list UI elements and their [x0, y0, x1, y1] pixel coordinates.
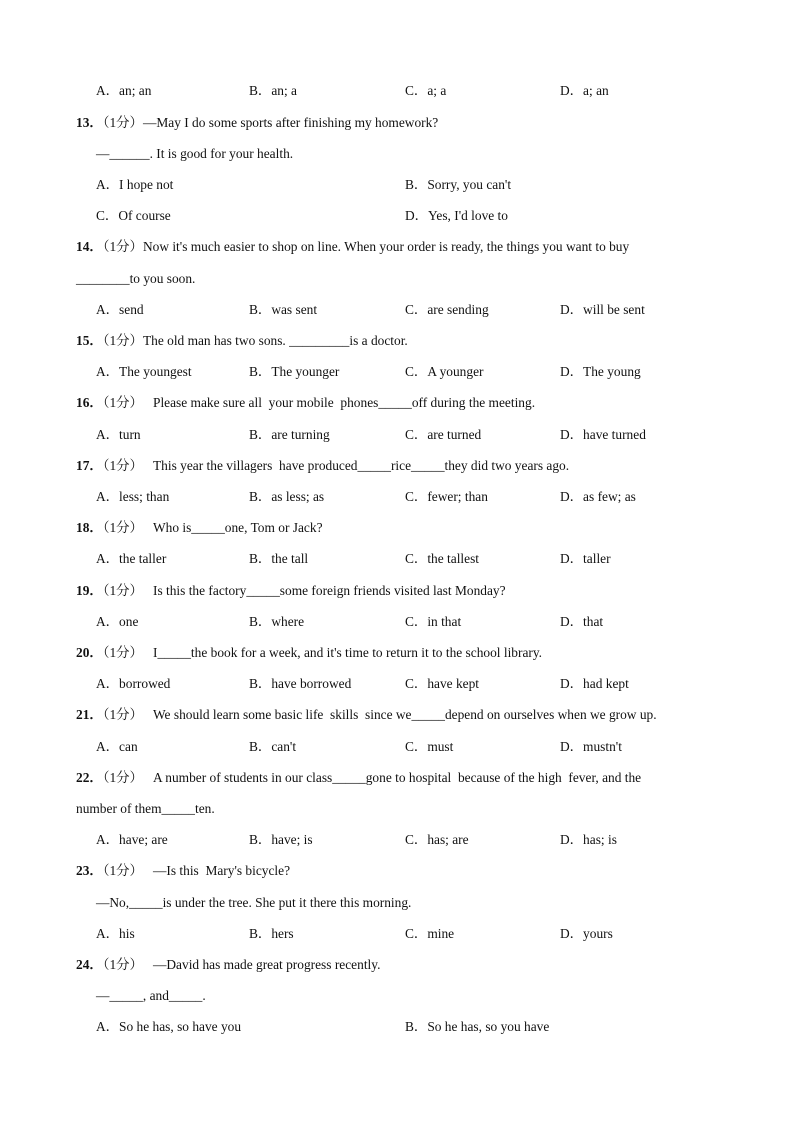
question-score: （1分）: [102, 239, 143, 254]
question-score: （1分）: [102, 863, 143, 878]
q13-option-b: B．Sorry, you can't: [405, 177, 512, 192]
question-score: （1分）: [102, 333, 143, 348]
question-text: Now it's much easier to shop on line. When your order is ready, the things you want to buy: [142, 239, 630, 254]
question-text: —David has made great progress recently.: [142, 957, 381, 972]
question-text: I_____the book for a week, and it's time to return it to the school library.: [142, 645, 543, 660]
question-text: The old man has two sons. _________is a doctor.: [142, 333, 408, 348]
question-score: （1分）: [102, 115, 143, 130]
q23-option-c: C．mine: [405, 926, 455, 941]
question-13-line2: —______. It is good for your health.: [96, 146, 294, 161]
q14-option-b: B．was sent: [249, 302, 318, 317]
q16-option-c: C．are turned: [405, 427, 482, 442]
question-number: 16．: [76, 395, 103, 410]
question-number: 24．: [76, 957, 103, 972]
q23-option-a: A．his: [96, 926, 135, 941]
question-13: [76, 115, 438, 131]
q20-option-b: B．have borrowed: [249, 676, 352, 691]
q16-option-d: D．have turned: [560, 427, 646, 442]
q18-option-c: C．the tallest: [405, 551, 480, 566]
question-number: 22．: [76, 770, 103, 785]
q19-option-c: C．in that: [405, 614, 462, 629]
question-23: [76, 863, 290, 879]
q22-option-b: B．have; is: [249, 832, 313, 847]
q18-option-a: A．the taller: [96, 551, 167, 566]
q16-option-b: B．are turning: [249, 427, 330, 442]
q13-option-a: A．I hope not: [96, 177, 174, 192]
q13-option-d: D．Yes, I'd love to: [405, 208, 508, 223]
q12-option-b: B．an; a: [249, 83, 297, 98]
q19-option-d: D．that: [560, 614, 604, 629]
q21-option-d: D．mustn't: [560, 739, 622, 754]
q17-option-b: B．as less; as: [249, 489, 325, 504]
q23-option-d: D．yours: [560, 926, 613, 941]
q22-option-c: C．has; are: [405, 832, 469, 847]
question-22: [76, 770, 641, 786]
question-15: [76, 333, 408, 349]
question-score: （1分）: [102, 957, 143, 972]
question-23-line2: —No,_____is under the tree. She put it there this morning.: [96, 895, 412, 910]
question-19: [76, 583, 506, 599]
q15-option-c: C．A younger: [405, 364, 484, 379]
question-text: —Is this Mary's bicycle?: [142, 863, 291, 878]
q21-option-a: A．can: [96, 739, 138, 754]
question-score: （1分）: [102, 583, 143, 598]
question-number: 18．: [76, 520, 103, 535]
question-text: Please make sure all your mobile phones_____off during the meeting.: [142, 395, 536, 410]
question-text: —May I do some sports after finishing my homework?: [142, 115, 439, 130]
question-24: [76, 957, 380, 973]
q17-option-d: D．as few; as: [560, 489, 636, 504]
question-number: 13．: [76, 115, 103, 130]
q22-option-a: A．have; are: [96, 832, 168, 847]
question-20: [76, 645, 542, 661]
q17-option-a: A．less; than: [96, 489, 170, 504]
question-14: [76, 239, 629, 255]
q15-option-a: A．The youngest: [96, 364, 192, 379]
question-score: （1分）: [102, 645, 143, 660]
q22-option-d: D．has; is: [560, 832, 617, 847]
q13-option-c: C．Of course: [96, 208, 171, 223]
q12-option-a: A．an; an: [96, 83, 152, 98]
q20-option-a: A．borrowed: [96, 676, 171, 691]
question-22-line2: number of them_____ten.: [76, 801, 215, 816]
question-number: 21．: [76, 707, 103, 722]
question-text: Who is_____one, Tom or Jack?: [142, 520, 323, 535]
question-text: This year the villagers have produced_____rice_____they did two years ago.: [142, 458, 570, 473]
question-21: [76, 707, 657, 723]
q15-option-b: B．The younger: [249, 364, 340, 379]
q14-option-c: C．are sending: [405, 302, 489, 317]
q18-option-b: B．the tall: [249, 551, 309, 566]
question-number: 19．: [76, 583, 103, 598]
q15-option-d: D．The young: [560, 364, 641, 379]
q17-option-c: C．fewer; than: [405, 489, 488, 504]
q20-option-c: C．have kept: [405, 676, 480, 691]
q21-option-b: B．can't: [249, 739, 297, 754]
question-number: 15．: [76, 333, 103, 348]
q20-option-d: D．had kept: [560, 676, 629, 691]
question-text: A number of students in our class_____gone to hospital because of the high fever, and the: [142, 770, 642, 785]
question-score: （1分）: [102, 395, 143, 410]
q21-option-c: C．must: [405, 739, 454, 754]
question-score: （1分）: [102, 458, 143, 473]
question-number: 23．: [76, 863, 103, 878]
q12-option-c: C．a; a: [405, 83, 447, 98]
question-24-line2: —_____, and_____.: [96, 988, 206, 1003]
q19-option-b: B．where: [249, 614, 305, 629]
q14-option-a: A．send: [96, 302, 144, 317]
q23-option-b: B．hers: [249, 926, 294, 941]
question-18: [76, 520, 323, 536]
q18-option-d: D．taller: [560, 551, 611, 566]
question-number: 14．: [76, 239, 103, 254]
question-score: （1分）: [102, 770, 143, 785]
question-text: Is this the factory_____some foreign friends visited last Monday?: [142, 583, 506, 598]
q14-option-d: D．will be sent: [560, 302, 645, 317]
question-number: 20．: [76, 645, 103, 660]
question-text: We should learn some basic life skills since we_____depend on ourselves when we grow up.: [142, 707, 657, 722]
q24-option-b: B．So he has, so you have: [405, 1019, 550, 1034]
question-score: （1分）: [102, 707, 143, 722]
question-number: 17．: [76, 458, 103, 473]
question-14-line2: ________to you soon.: [76, 271, 196, 286]
question-17: [76, 458, 569, 474]
q12-option-d: D．a; an: [560, 83, 609, 98]
q16-option-a: A．turn: [96, 427, 141, 442]
q19-option-a: A．one: [96, 614, 139, 629]
question-16: [76, 395, 535, 411]
question-score: （1分）: [102, 520, 143, 535]
q24-option-a: A．So he has, so have you: [96, 1019, 242, 1034]
